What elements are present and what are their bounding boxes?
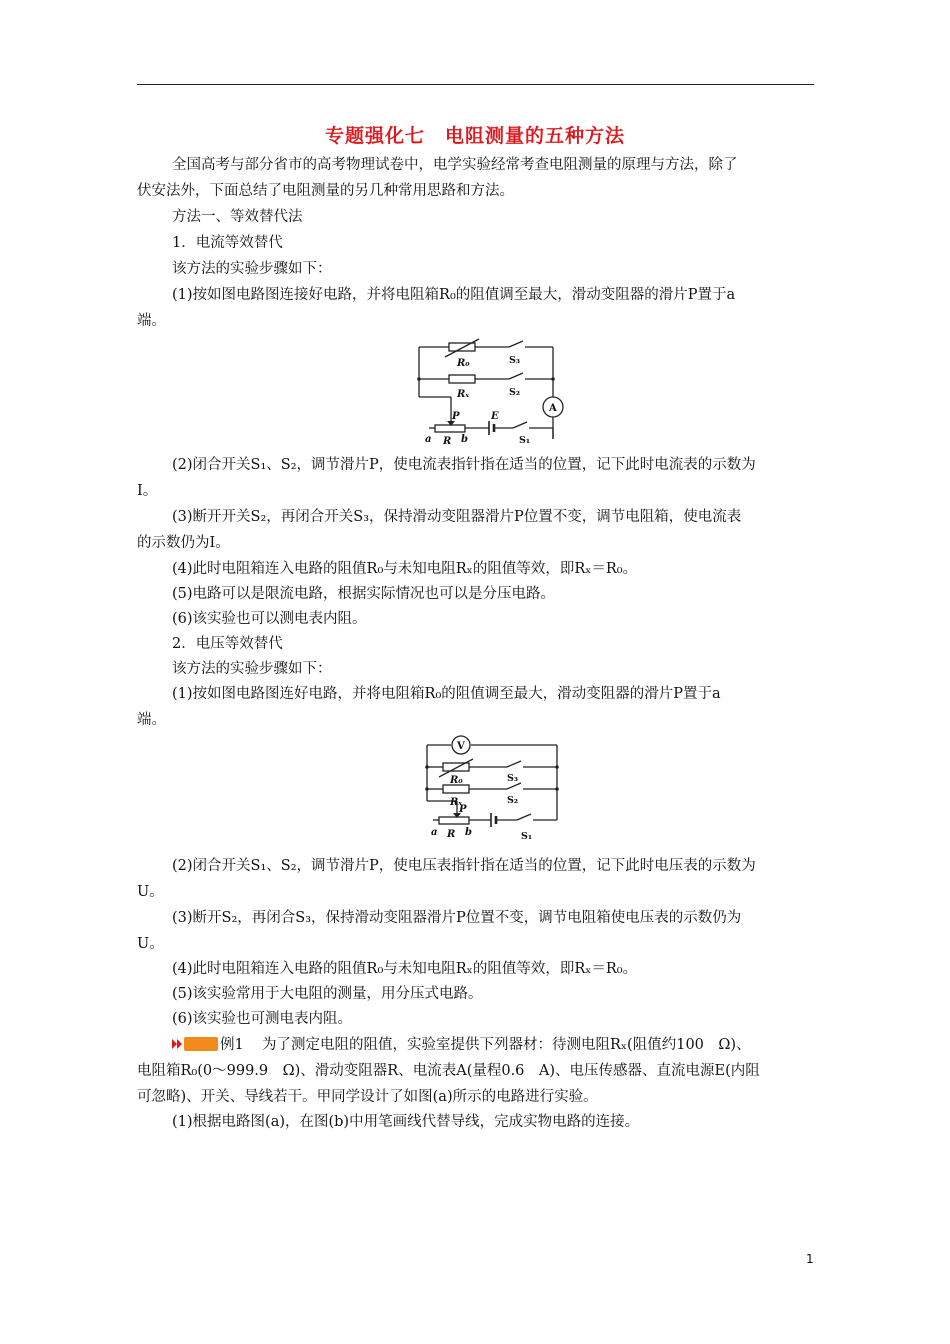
label-b: b <box>461 434 468 445</box>
section-1-heading: 1．电流等效替代 <box>172 235 283 251</box>
voltmeter-icon: V <box>457 741 465 752</box>
example-line-3: 可忽略)、开关、导线若干。甲同学设计了如图(a)所示的电路进行实验。 <box>137 1089 598 1105</box>
section-2-step-1: (1)按如图电路图连好电路，并将电阻箱R₀的阻值调至最大，滑动变阻器的滑片P置于a <box>172 686 721 702</box>
page-number: 1 <box>806 1252 814 1266</box>
label-s2: S₂ <box>509 387 521 398</box>
section-2-heading: 2．电压等效替代 <box>172 636 283 652</box>
label-a: a <box>431 827 438 838</box>
label-p: P <box>459 804 467 815</box>
section-2-steps-intro: 该方法的实验步骤如下： <box>172 661 332 677</box>
page-title: 专题强化七 电阻测量的五种方法 <box>324 125 625 147</box>
intro-line-1: 全国高考与部分省市的高考物理试卷中，电学实验经常考查电阻测量的原理与方法，除了 <box>172 157 738 173</box>
section-1-step-1: (1)按如图电路图连接好电路，并将电阻箱R₀的阻值调至最大，滑动变阻器的滑片P置于a <box>172 287 736 303</box>
example-line-1: 为了测定电阻的阻值，实验室提供下列器材：待测电阻Rₓ(阻值约100 Ω)、 <box>262 1037 751 1053</box>
example-label: 例1 <box>220 1037 244 1053</box>
label-r0: R₀ <box>450 775 463 786</box>
section-2-step-1-cont: 端。 <box>137 712 166 728</box>
section-1-step-3: (3)断开开关S₂，再闭合开关S₃，保持滑动变阻器滑片P位置不变，调节电阻箱，使电流表 <box>172 509 742 525</box>
label-r0: R₀ <box>457 358 470 369</box>
circuit-diagram-voltage <box>415 735 565 850</box>
section-1-step-1-cont: 端。 <box>137 313 166 329</box>
label-s1: S₁ <box>521 831 533 842</box>
label-rx: Rₓ <box>457 389 470 400</box>
section-2-step-6: (6)该实验也可测电表内阻。 <box>172 1011 353 1027</box>
section-2-step-2-cont: U。 <box>137 884 164 900</box>
label-b: b <box>465 827 472 838</box>
section-1-step-6: (6)该实验也可以测电表内阻。 <box>172 611 367 627</box>
section-1-step-5: (5)电路可以是限流电路，根据实际情况也可以是分压电路。 <box>172 586 556 602</box>
method-1-heading: 方法一、等效替代法 <box>172 209 303 225</box>
section-2-step-2: (2)闭合开关S₁、S₂，调节滑片P，使电压表指针指在适当的位置，记下此时电压表的示数为 <box>172 858 756 874</box>
label-s3: S₃ <box>507 773 519 784</box>
section-2-step-4: (4)此时电阻箱连入电路的阻值R₀与未知电阻Rₓ的阻值等效，即Rₓ＝R₀。 <box>172 961 638 977</box>
example-question-1: (1)根据电路图(a)，在图(b)中用笔画线代替导线，完成实物电路的连接。 <box>172 1114 640 1130</box>
label-p: P <box>452 411 460 422</box>
circuit-diagram-current <box>405 335 585 450</box>
label-a: a <box>425 434 432 445</box>
example-badge-icon <box>172 1036 218 1052</box>
section-2-step-3-cont: U。 <box>137 936 164 952</box>
example-line-2: 电阻箱R₀(0～999.9 Ω)、滑动变阻器R、电流表A(量程0.6 A)、电压传感器、直流电源E(内阻 <box>137 1063 760 1079</box>
label-r: R <box>443 436 452 447</box>
intro-line-2: 伏安法外，下面总结了电阻测量的另几种常用思路和方法。 <box>137 183 514 199</box>
label-r: R <box>447 829 456 840</box>
section-1-step-2-cont: I。 <box>137 483 158 499</box>
section-1-step-2: (2)闭合开关S₁、S₂，调节滑片P，使电流表指针指在适当的位置，记下此时电流表的示数为 <box>172 457 756 473</box>
label-s3: S₃ <box>509 355 521 366</box>
label-rx: Rₓ <box>450 797 463 808</box>
section-2-step-3: (3)断开S₂，再闭合S₃，保持滑动变阻器滑片P位置不变，调节电阻箱使电压表的示数仍为 <box>172 910 742 926</box>
ammeter-icon: A <box>549 403 557 414</box>
header-rule <box>137 84 814 85</box>
section-2-step-5: (5)该实验常用于大电阻的测量，用分压式电路。 <box>172 986 483 1002</box>
label-s1: S₁ <box>519 435 531 446</box>
label-e: E <box>491 411 499 422</box>
label-s2: S₂ <box>507 795 519 806</box>
section-1-steps-intro: 该方法的实验步骤如下： <box>172 261 332 277</box>
section-1-step-3-cont: 的示数仍为I。 <box>137 535 230 551</box>
section-1-step-4: (4)此时电阻箱连入电路的阻值R₀与未知电阻Rₓ的阻值等效，即Rₓ＝R₀。 <box>172 561 638 577</box>
